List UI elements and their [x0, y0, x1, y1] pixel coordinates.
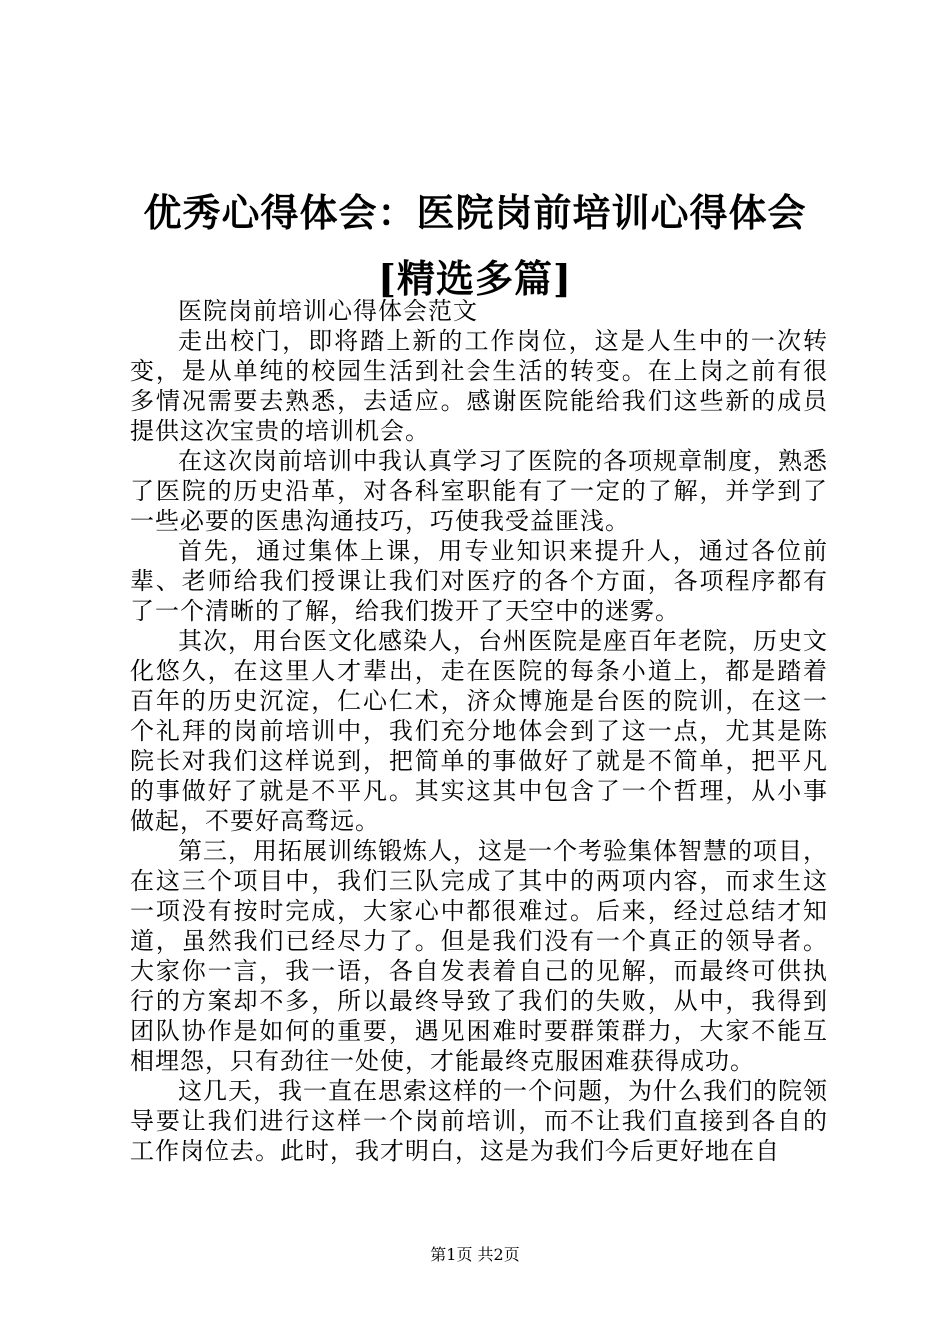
page-footer: 第1页 共2页 — [430, 1245, 520, 1264]
body-paragraph: 走出校门，即将踏上新的工作岗位，这是人生中的一次转变，是从单纯的校园生活到社会生活的转变。在上岗之前有很多情况需要去熟悉，去适应。感谢医院能给我们这些新的成员提供这次宝贵的培训机会。 — [130, 327, 828, 445]
body-paragraph: 首先，通过集体上课，用专业知识来提升人，通过各位前辈、老师给我们授课让我们对医疗的各个方面，各项程序都有了一个清晰的了解，给我们拨开了天空中的迷雾。 — [130, 537, 828, 625]
body-paragraph: 第三，用拓展训练锻炼人，这是一个考验集体智慧的项目，在这三个项目中，我们三队完成了其中的两项内容，而求生这一项没有按时完成，大家心中都很难过。后来，经过总结才知道，虽然我们已经尽力了。但是我们没有一个真正的领导者。大家你一言，我一语，各自发表着自己的见解，而最终可供执行的方案却不多，所以最终导致了我们的失败，从中，我得到团队协作是如何的重要，遇见困难时要群策群力，大家不能互相埋怨，只有劲往一处使，才能最终克服困难获得成功。 — [130, 837, 828, 1075]
document-title: 优秀心得体会：医院岗前培训心得体会[精选多篇] — [143, 190, 807, 301]
body-paragraph: 其次，用台医文化感染人，台州医院是座百年老院，历史文化悠久，在这里人才辈出，走在医院的每条小道上，都是踏着百年的历史沉淀，仁心仁术，济众博施是台医的院训，在这一个礼拜的岗前培训中，我们充分地体会到了这一点，尤其是陈院长对我们这样说到，把简单的事做好了就是不简单，把平凡的事做好了就是不平凡。其实这其中包含了一个哲理，从小事做起，不要好高骛远。 — [130, 627, 828, 835]
body-paragraph: 这几天，我一直在思索这样的一个问题，为什么我们的院领导要让我们进行这样一个岗前培训，而不让我们直接到各自的工作岗位去。此时，我才明白，这是为我们今后更好地在自 — [130, 1077, 828, 1165]
document-body — [130, 296, 828, 1166]
subtitle-paragraph: 医院岗前培训心得体会范文 — [178, 297, 478, 325]
body-paragraph: 在这次岗前培训中我认真学习了医院的各项规章制度，熟悉了医院的历史沿革，对各科室职能有了一定的了解，并学到了一些必要的医患沟通技巧，巧使我受益匪浅。 — [130, 447, 828, 535]
